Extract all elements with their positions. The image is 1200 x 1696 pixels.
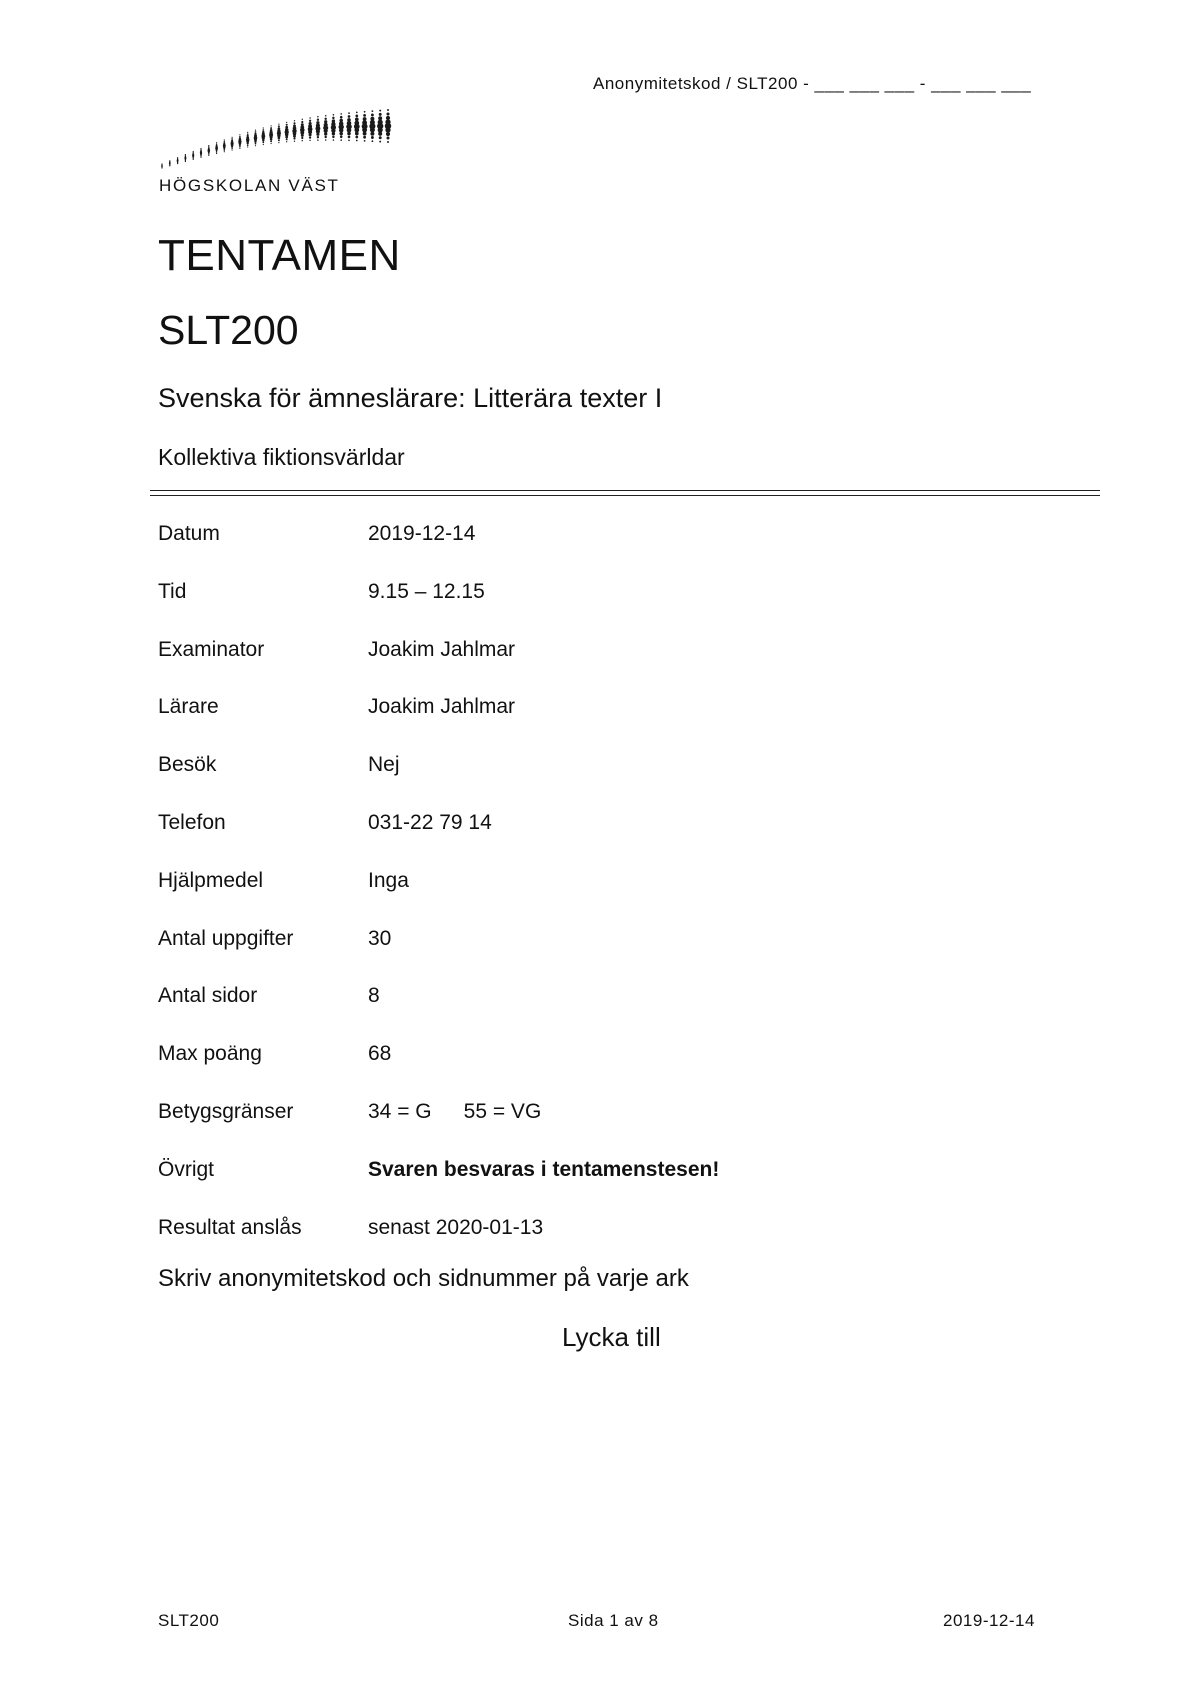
info-value: 8 xyxy=(368,984,380,1008)
info-label: Lärare xyxy=(158,695,219,719)
info-value: senast 2020-01-13 xyxy=(368,1215,544,1239)
info-row-tid xyxy=(158,575,1058,633)
info-value: 68 xyxy=(368,1042,392,1066)
page-title: TENTAMEN xyxy=(158,231,401,280)
info-value: 031-22 79 14 xyxy=(368,810,492,834)
anonymity-code-header: Anonymitetskod / SLT200 - ___ ___ ___ - ___ ___ ___ xyxy=(593,74,1032,93)
info-value: Joakim Jahlmar xyxy=(368,695,516,719)
footer-date: 2019-12-14 xyxy=(943,1611,1035,1630)
info-label: Telefon xyxy=(158,810,226,834)
footer-page-number: Sida 1 av 8 xyxy=(568,1611,659,1630)
info-row-besok xyxy=(158,748,1058,806)
info-row-hjalpmedel xyxy=(158,864,1058,922)
grade-threshold-g: 34 = G xyxy=(368,1099,432,1123)
info-label: Max poäng xyxy=(158,1042,262,1066)
info-row-ovrigt xyxy=(158,1153,1058,1211)
info-row-resultat xyxy=(158,1211,1058,1269)
footer-course-code: SLT200 xyxy=(158,1611,220,1630)
info-value: Svaren besvaras i tentamenstesen! xyxy=(368,1157,720,1181)
info-row-datum xyxy=(158,517,1058,575)
closing-text: Lycka till xyxy=(562,1322,661,1352)
divider-top xyxy=(150,490,1100,491)
info-label: Besök xyxy=(158,753,217,777)
info-value: 2019-12-14 xyxy=(368,522,476,545)
info-row-antal-uppgifter xyxy=(158,922,1058,980)
info-row-examinator xyxy=(158,633,1058,691)
info-row-antal-sidor xyxy=(158,979,1058,1037)
info-label: Resultat anslås xyxy=(158,1215,302,1239)
module-name: Kollektiva fiktionsvärldar xyxy=(158,444,405,470)
info-label: Antal uppgifter xyxy=(158,926,294,950)
university-logo xyxy=(158,96,398,201)
divider-bottom xyxy=(150,495,1100,496)
grade-threshold-vg: 55 = VG xyxy=(463,1099,542,1123)
info-value: Nej xyxy=(368,753,400,777)
info-value: Inga xyxy=(368,868,409,892)
info-value-grades xyxy=(368,1101,541,1122)
info-row-telefon xyxy=(158,806,1058,864)
info-label: Hjälpmedel xyxy=(158,868,264,892)
logo-dots-icon xyxy=(158,96,398,176)
instruction-text: Skriv anonymitetskod och sidnummer på varje ark xyxy=(158,1265,689,1292)
info-label: Antal sidor xyxy=(158,984,258,1008)
logo-text: HÖGSKOLAN VÄST xyxy=(159,176,340,195)
course-name: Svenska för ämneslärare: Litterära texter I xyxy=(158,383,663,413)
info-row-max-poang xyxy=(158,1037,1058,1095)
info-row-larare xyxy=(158,690,1058,748)
info-row-betygsgranser xyxy=(158,1095,1058,1153)
info-label: Datum xyxy=(158,522,220,545)
info-value: 9.15 – 12.15 xyxy=(368,579,485,603)
info-label: Övrigt xyxy=(158,1157,215,1181)
info-label: Tid xyxy=(158,579,187,603)
info-value: 30 xyxy=(368,926,392,950)
info-value: Joakim Jahlmar xyxy=(368,637,516,661)
exam-info-table xyxy=(158,517,1058,1268)
info-label: Examinator xyxy=(158,637,265,661)
course-code: SLT200 xyxy=(158,307,299,353)
info-label: Betygsgränser xyxy=(158,1099,294,1123)
